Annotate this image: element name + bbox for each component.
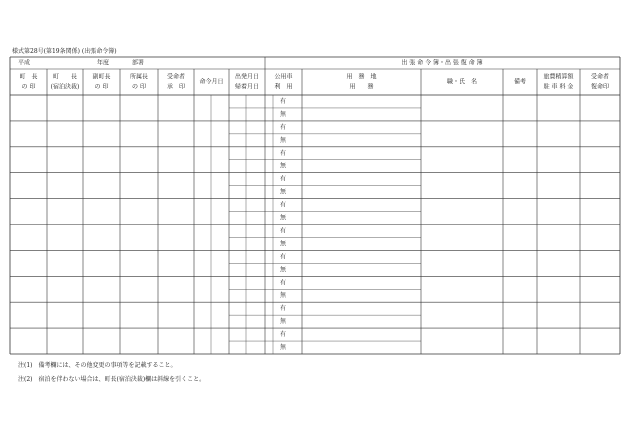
car-option-no: 無 bbox=[279, 344, 287, 352]
car-option-yes: 有 bbox=[279, 175, 287, 183]
header-mayor-line1: 町 長 bbox=[19, 73, 38, 81]
car-option-yes: 有 bbox=[279, 227, 287, 235]
header-recipient-line1: 受命者 bbox=[166, 73, 186, 81]
car-option-no: 無 bbox=[279, 110, 287, 118]
ledger-title: 出 張 命 令 簿・出 張 復 命 簿 bbox=[401, 59, 483, 67]
car-option-yes: 有 bbox=[279, 201, 287, 209]
car-option-no: 無 bbox=[279, 240, 287, 248]
fiscal-year-label: 年度 bbox=[96, 59, 110, 67]
car-option-no: 無 bbox=[279, 214, 287, 222]
header-remarks: 備考 bbox=[513, 78, 527, 86]
car-option-yes: 有 bbox=[279, 305, 287, 313]
note-1: 注(1) 備考欄には、その他変更の事項等を記載すること。 bbox=[18, 362, 177, 369]
car-option-no: 無 bbox=[279, 188, 287, 196]
header-deputy-mayor-line1: 副町長 bbox=[92, 73, 111, 81]
form-title: 様式第28号(第19条関係) (出張命令簿) bbox=[12, 48, 117, 55]
note-2: 注(2) 宿泊を伴わない場合は、町長(宿泊決裁)欄は斜線を引くこと。 bbox=[18, 376, 206, 383]
car-option-yes: 有 bbox=[279, 123, 287, 131]
department-label: 部署 bbox=[131, 59, 145, 67]
car-option-yes: 有 bbox=[279, 331, 287, 339]
header-order-date: 命令月日 bbox=[199, 78, 224, 86]
header-travel-expense-line2: 駐 車 料 金 bbox=[543, 83, 574, 91]
car-option-yes: 有 bbox=[279, 97, 287, 105]
car-option-no: 無 bbox=[279, 318, 287, 326]
header-return-report-line1: 受命者 bbox=[590, 73, 610, 81]
car-option-no: 無 bbox=[279, 136, 287, 144]
header-destination-line1: 用 務 地 bbox=[346, 73, 377, 81]
header-mayor-overnight-line1: 町 長 bbox=[52, 73, 78, 81]
car-option-yes: 有 bbox=[279, 149, 287, 157]
header-recipient-line2: 承 印 bbox=[166, 83, 186, 91]
car-option-no: 無 bbox=[279, 162, 287, 170]
car-option-no: 無 bbox=[279, 292, 287, 300]
header-position-name: 職・氏 名 bbox=[446, 78, 478, 86]
header-dept-head-line2: の 印 bbox=[132, 83, 146, 91]
header-departure-return-line2: 帰着月日 bbox=[234, 83, 260, 91]
car-option-yes: 有 bbox=[279, 279, 287, 287]
car-option-no: 無 bbox=[279, 266, 287, 274]
car-option-yes: 有 bbox=[279, 253, 287, 261]
header-destination-line2: 用 務 bbox=[349, 83, 374, 91]
era-label: 平成 bbox=[18, 59, 31, 67]
header-departure-return-line1: 出発月日 bbox=[234, 73, 260, 81]
header-mayor-line2: の 印 bbox=[21, 83, 36, 91]
header-travel-expense-line1: 旅費精算額 bbox=[543, 73, 574, 81]
header-return-report-line2: 復命印 bbox=[590, 83, 610, 91]
header-official-car-line1: 公用車 bbox=[274, 73, 293, 81]
header-dept-head-line1: 所属長 bbox=[129, 73, 149, 81]
header-mayor-overnight-line2: (宿泊決裁) bbox=[50, 83, 80, 91]
header-official-car-line2: 利 用 bbox=[274, 83, 293, 91]
header-deputy-mayor-line2: の 印 bbox=[94, 83, 109, 91]
